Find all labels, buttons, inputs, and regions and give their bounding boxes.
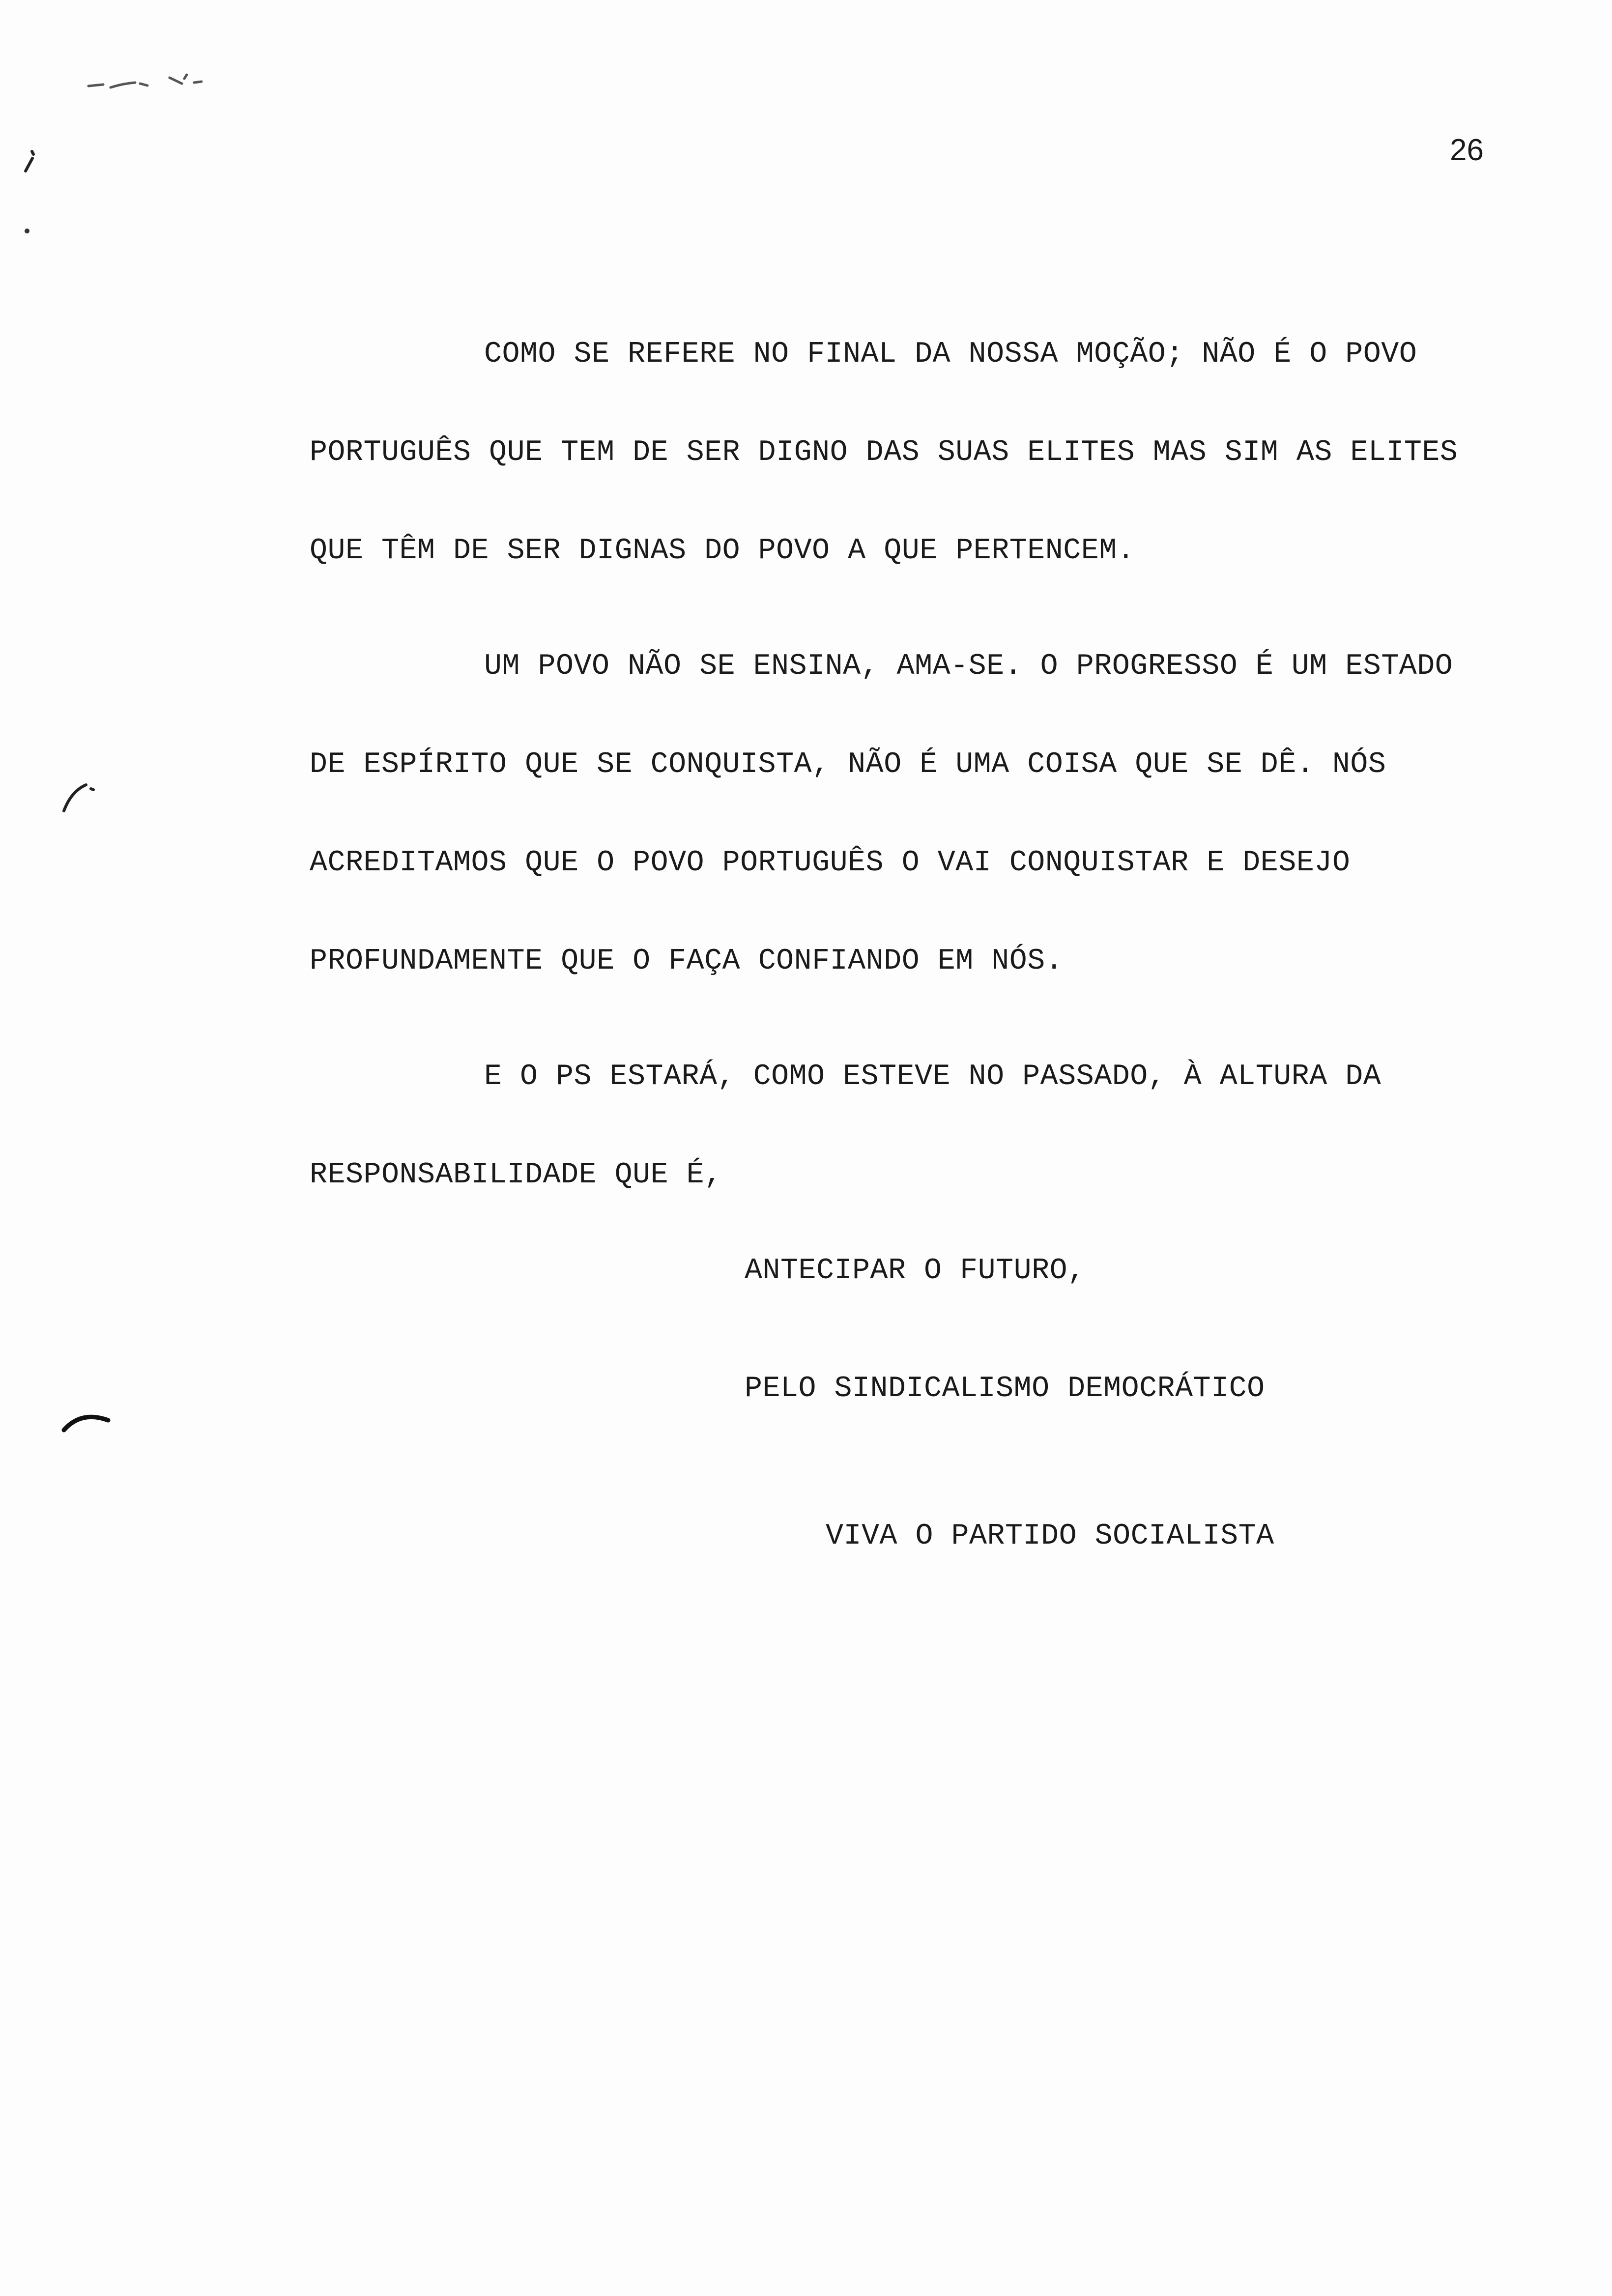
paragraph-1-line-3: QUE TÊM DE SER DIGNAS DO POVO A QUE PERTENCEM. <box>310 534 1135 568</box>
closing-line-3: VIVA O PARTIDO SOCIALISTA <box>826 1520 1274 1553</box>
paragraph-2-line-3: ACREDITAMOS QUE O POVO PORTUGUÊS O VAI CONQUISTAR E DESEJO <box>310 846 1351 880</box>
closing-line-2: PELO SINDICALISMO DEMOCRÁTICO <box>745 1372 1265 1406</box>
scan-mark-left-3 <box>59 774 103 818</box>
scan-mark-left-4 <box>59 1403 113 1437</box>
paragraph-2-line-2: DE ESPÍRITO QUE SE CONQUISTA, NÃO É UMA COISA QUE SE DÊ. NÓS <box>310 748 1386 781</box>
closing-line-1: ANTECIPAR O FUTURO, <box>745 1254 1086 1288</box>
paragraph-2-line-1: UM POVO NÃO SE ENSINA, AMA-SE. O PROGRESSO É UM ESTADO <box>484 650 1453 683</box>
paragraph-2-line-4: PROFUNDAMENTE QUE O FAÇA CONFIANDO EM NÓS. <box>310 945 1064 978</box>
scan-mark-left-1 <box>20 147 39 177</box>
paragraph-3-line-2: RESPONSABILIDADE QUE É, <box>310 1158 722 1192</box>
paragraph-1-line-2: PORTUGUÊS QUE TEM DE SER DIGNO DAS SUAS ELITES MAS SIM AS ELITES <box>310 436 1458 469</box>
scan-mark-top-left <box>84 64 216 98</box>
paragraph-3-line-1: E O PS ESTARÁ, COMO ESTEVE NO PASSADO, À ALTURA DA <box>484 1060 1382 1093</box>
paragraph-1-line-1: COMO SE REFERE NO FINAL DA NOSSA MOÇÃO; NÃO É O POVO <box>484 338 1417 371</box>
page-number: 26 <box>1450 133 1484 167</box>
scan-mark-left-2 <box>20 224 34 238</box>
